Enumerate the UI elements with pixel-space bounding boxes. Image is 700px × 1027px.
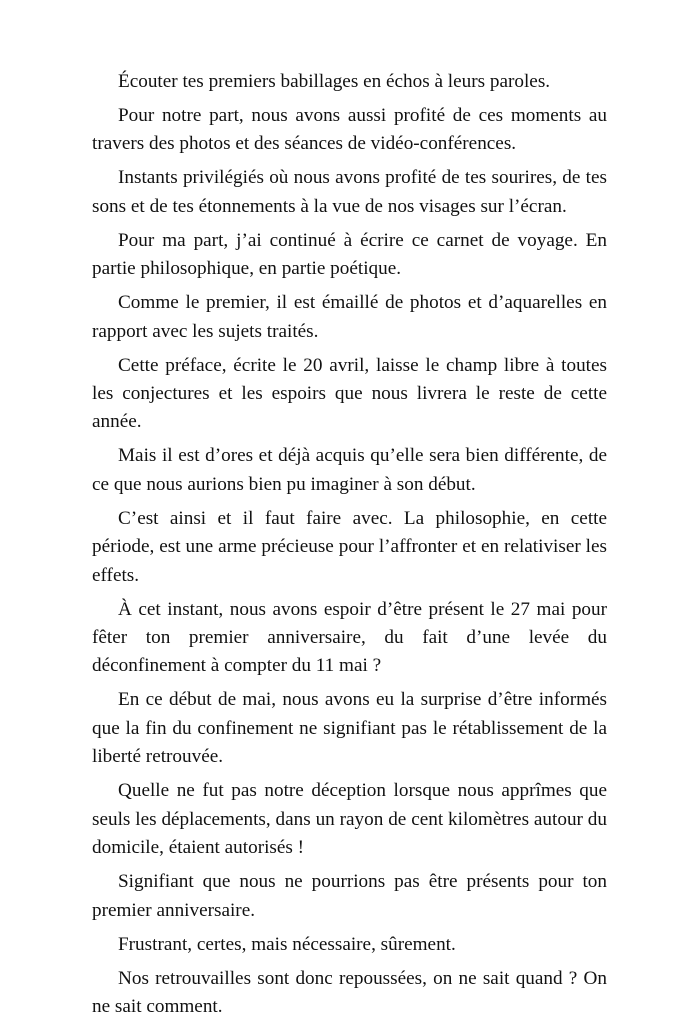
paragraph: C’est ainsi et il faut faire avec. La philosophie, en cette période, est une arme précieuse pour l’affronter et en relativiser les effets. [92,507,607,586]
paragraph: Quelle ne fut pas notre déception lorsque nous apprîmes que seuls les déplacements, dans un rayon de cent kilomètres autour du domicile, étaient autorisés ! [92,780,607,859]
paragraph: Signifiant que nous ne pourrions pas être présents pour ton premier anniversaire. [92,871,607,921]
paragraph: Pour ma part, j’ai continué à écrire ce carnet de voyage. En partie philosophique, en partie poétique. [92,229,607,280]
paragraph: En ce début de mai, nous avons eu la surprise d’être informés que la fin du confinement ne signifiant pas le rétablissement de la liberté retrouvée. [92,689,607,768]
paragraph: Nos retrouvailles sont donc repoussées, on ne sait quand ? On ne sait comment. [92,967,607,1017]
paragraph: Pour notre part, nous avons aussi profité de ces moments au travers des photos et des séances de vidéo-conférences. [92,105,607,155]
paragraph: À cet instant, nous avons espoir d’être présent le 27 mai pour fêter ton premier anniversaire, du fait d’une levée du déconfinement à compter du 11 mai ? [92,598,607,677]
paragraph: Comme le premier, il est émaillé de photos et d’aquarelles en rapport avec les sujets traités. [92,292,607,342]
paragraph: Frustrant, certes, mais nécessaire, sûrement. [118,933,456,955]
paragraph: Écouter tes premiers babillages en échos à leurs paroles. [118,71,551,92]
paragraph: Cette préface, écrite le 20 avril, laisse le champ libre à toutes les conjectures et les espoirs que nous livrera le reste de cette année. [92,354,607,433]
paragraph: Mais il est d’ores et déjà acquis qu’elle sera bien différente, de ce que nous aurions bien pu imaginer à son début. [92,445,607,495]
paragraph: Instants privilégiés où nous avons profité de tes sourires, de tes sons et de tes étonnements à la vue de nos visages sur l’écran. [92,167,607,217]
document-page [92,68,607,1027]
